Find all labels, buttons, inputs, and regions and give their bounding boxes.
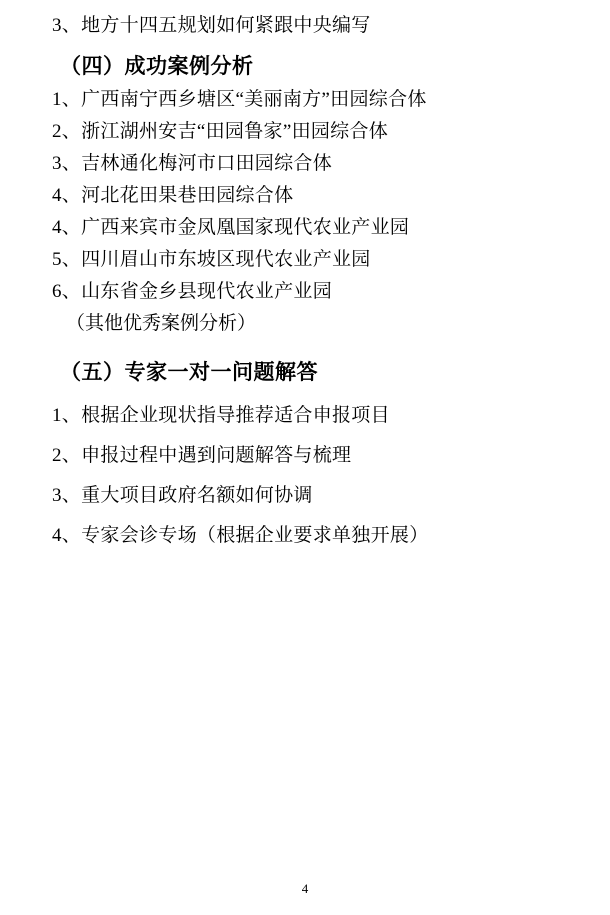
list-item: 4、专家会诊专场（根据企业要求单独开展） [52, 525, 429, 546]
section-heading: （五）专家一对一问题解答 [60, 360, 318, 384]
document-body [52, 10, 562, 556]
list-item: 5、四川眉山市东坡区现代农业产业园 [52, 249, 371, 270]
list-item: 1、广西南宁西乡塘区“美丽南方”田园综合体 [52, 89, 427, 110]
section-heading: （四）成功案例分析 [60, 54, 254, 78]
list-item: 4、河北花田果巷田园综合体 [52, 185, 294, 206]
list-item: 3、吉林通化梅河市口田园综合体 [52, 153, 333, 174]
list-item: 3、重大项目政府名额如何协调 [52, 485, 313, 506]
spacer [52, 340, 562, 354]
parenthetical-note: （其他优秀案例分析） [66, 313, 257, 334]
list-item: 2、申报过程中遇到问题解答与梳理 [52, 445, 352, 466]
list-item: 2、浙江湖州安吉“田园鲁家”田园综合体 [52, 121, 389, 142]
list-item: 1、根据企业现状指导推荐适合申报项目 [52, 405, 390, 426]
list-item: 3、地方十四五规划如何紧跟中央编写 [52, 15, 371, 36]
list-item: 6、山东省金乡县现代农业产业园 [52, 281, 333, 302]
list-item: 4、广西来宾市金凤凰国家现代农业产业园 [52, 217, 410, 238]
page-number: 4 [301, 881, 309, 896]
